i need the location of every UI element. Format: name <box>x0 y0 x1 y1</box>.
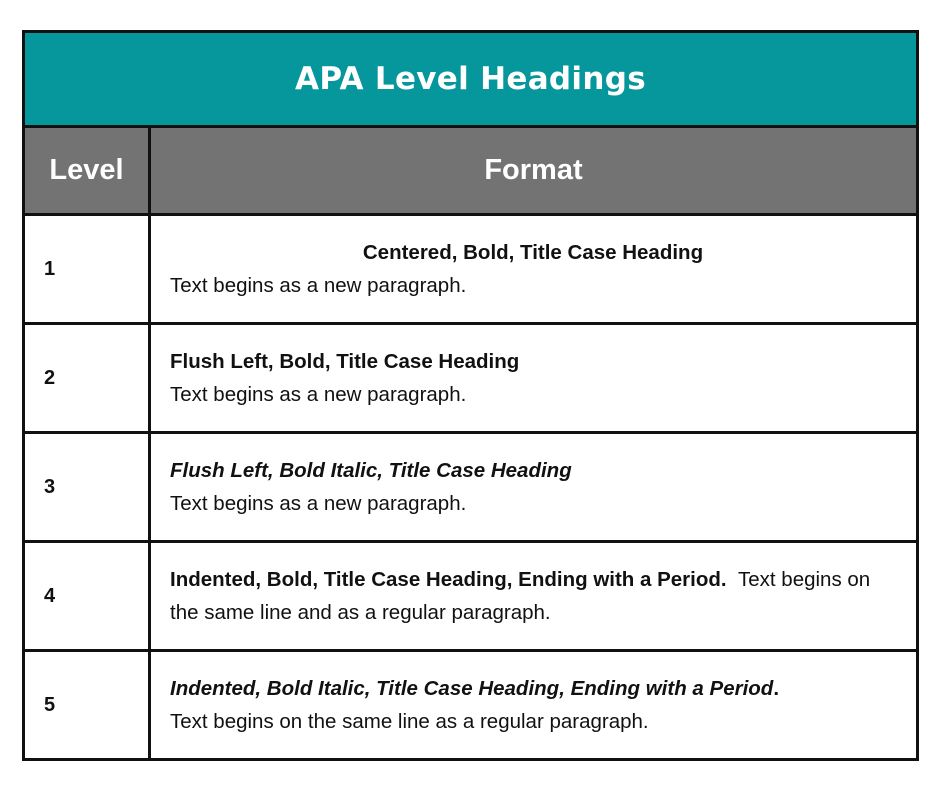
level-3-heading-example: Flush Left, Bold Italic, Title Case Heading <box>170 459 572 482</box>
level-5-heading-example: Indented, Bold Italic, Title Case Heading, Ending with a Period <box>170 677 774 700</box>
level-5-heading-period: . <box>773 677 780 700</box>
level-2-text: Text begins as a new paragraph. <box>170 383 467 406</box>
level-number: 4 <box>44 584 56 607</box>
level-number: 5 <box>44 693 56 716</box>
level-4-heading-example: Indented, Bold, Title Case Heading, Ending with a Period. <box>170 568 727 591</box>
table-row-level-3 <box>25 434 916 543</box>
level-4-text: Text begins on the same line and as a regular paragraph. <box>170 568 871 624</box>
table-row-level-1 <box>25 216 916 325</box>
header-format: Format <box>484 154 583 186</box>
table-header-row <box>25 128 916 216</box>
table-title: APA Level Headings <box>25 33 916 128</box>
level-1-text: Text begins as a new paragraph. <box>170 274 467 297</box>
apa-headings-table <box>22 30 919 761</box>
level-number: 1 <box>44 257 56 280</box>
table-row-level-5 <box>25 652 916 758</box>
level-5-text: Text begins on the same line as a regular paragraph. <box>170 710 649 733</box>
level-2-heading-example: Flush Left, Bold, Title Case Heading <box>170 350 520 373</box>
header-level: Level <box>25 128 151 213</box>
level-number: 2 <box>44 366 56 389</box>
level-number: 3 <box>44 475 56 498</box>
level-3-text: Text begins as a new paragraph. <box>170 492 467 515</box>
table-row-level-2 <box>25 325 916 434</box>
table-row-level-4 <box>25 543 916 652</box>
level-1-heading-example: Centered, Bold, Title Case Heading <box>362 241 704 264</box>
